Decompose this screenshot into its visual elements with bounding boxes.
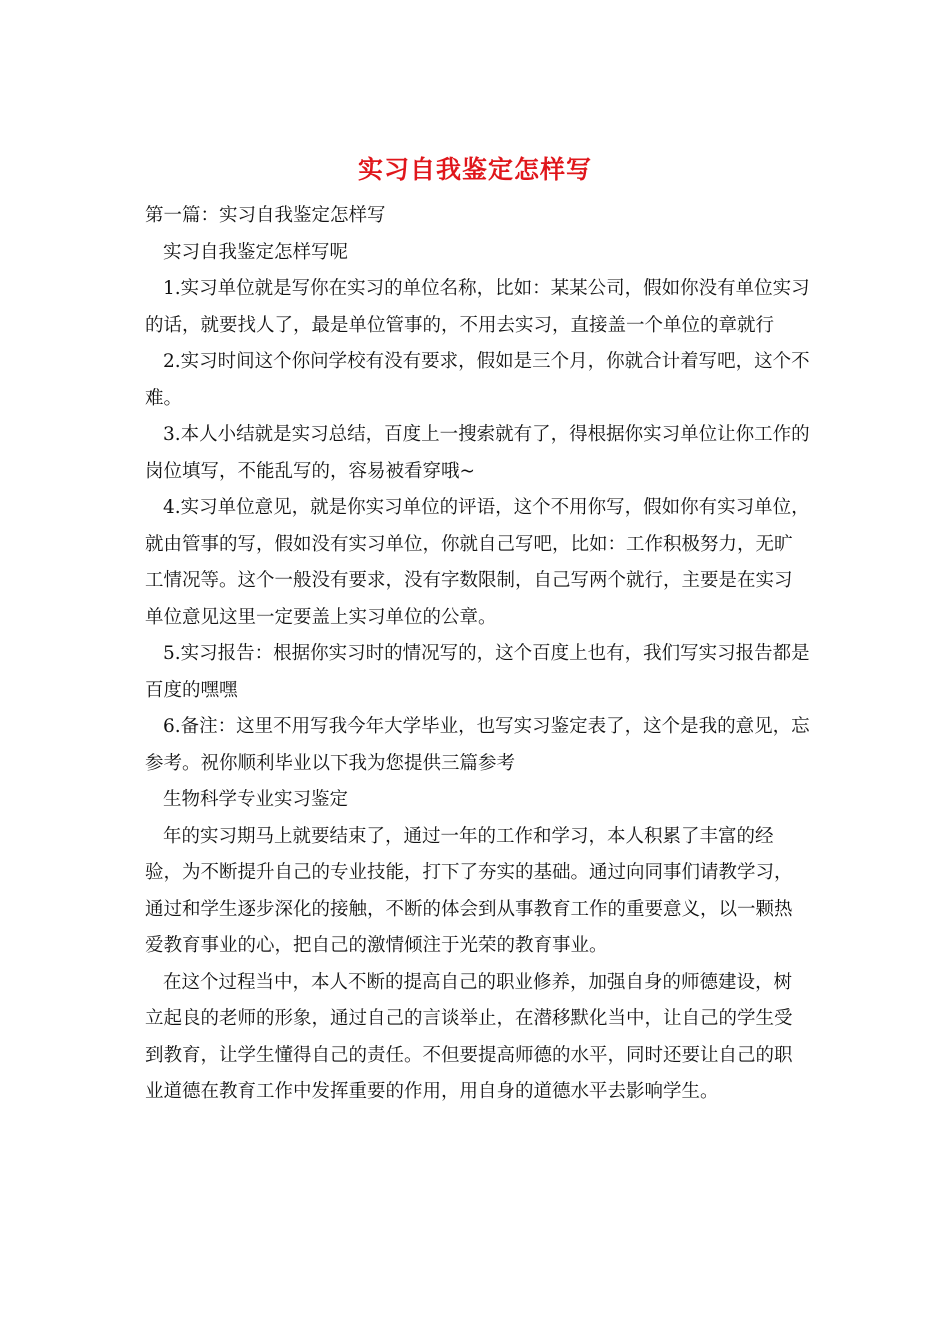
list-item: 2.实习时间这个你问学校有没有要求，假如是三个月，你就合计着写吧，这个不难。	[145, 351, 810, 409]
document-title: 实习自我鉴定怎样写	[357, 155, 592, 184]
paragraph: 在这个过程当中，本人不断的提高自己的职业修养，加强自身的师德建设，树立起良的老师的形象，通过自己的言谈举止，在潜移默化当中，让自己的学生受到教育，让学生懂得自己的责任。不但要提高师德的水平，同时还要让自己的职业道德在教育工作中发挥重要的作用，用自身的道德水平去影响学生。	[145, 971, 793, 1102]
list-item: 6.备注：这里不用写我今年大学毕业，也写实习鉴定表了，这个是我的意见，忘参考。祝你顺利毕业以下我为您提供三篇参考	[145, 716, 810, 774]
subheading: 生物科学专业实习鉴定	[163, 789, 349, 810]
section-heading: 第一篇：实习自我鉴定怎样写	[145, 205, 386, 226]
list-item: 5.实习报告：根据你实习时的情况写的，这个百度上也有，我们写实习报告都是百度的嘿嘿	[145, 643, 810, 701]
list-item: 1.实习单位就是写你在实习的单位名称，比如：某某公司，假如你没有单位实习的话，就要找人了，最是单位管事的，不用去实习，直接盖一个单位的章就行	[145, 278, 810, 336]
list-item: 4.实习单位意见，就是你实习单位的评语，这个不用你写，假如你有实习单位，就由管事的写，假如没有实习单位，你就自己写吧，比如：工作积极努力，无旷工情况等。这个一般没有要求，没有字数限制，自己写两个就行，主要是在实习单位意见这里一定要盖上实习单位的公章。	[145, 497, 810, 628]
paragraph: 实习自我鉴定怎样写呢	[163, 241, 349, 263]
list-item: 3.本人小结就是实习总结，百度上一搜索就有了，得根据你实习单位让你工作的岗位填写，不能乱写的，容易被看穿哦~	[145, 424, 810, 482]
document-body	[145, 198, 810, 1111]
paragraph: 年的实习期马上就要结束了，通过一年的工作和学习，本人积累了丰富的经验，为不断提升自己的专业技能，打下了夯实的基础。通过向同事们请教学习，通过和学生逐步深化的接触，不断的体会到从事教育工作的重要意义，以一颗热爱教育事业的心，把自己的激情倾注于光荣的教育事业。	[145, 825, 793, 956]
